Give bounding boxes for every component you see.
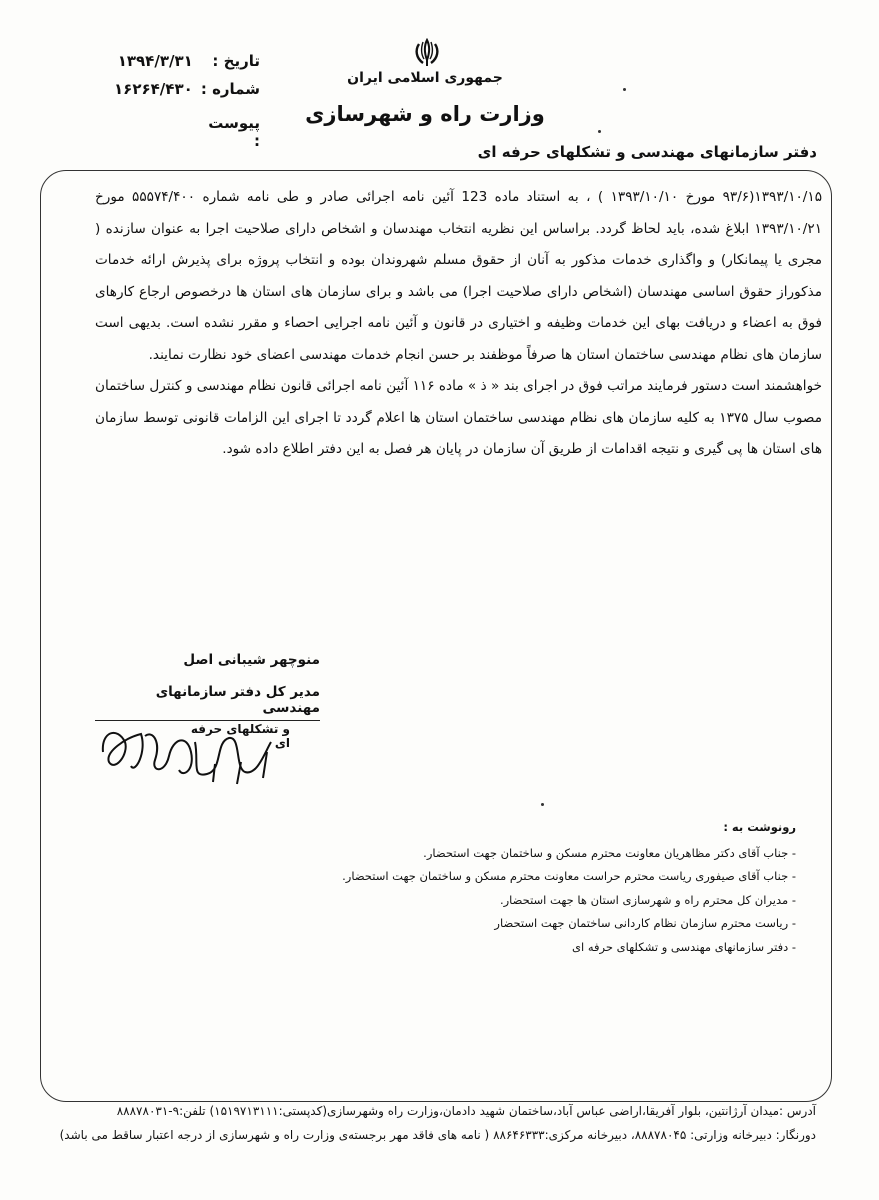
number-label: شماره : [200, 80, 260, 98]
iran-emblem-icon [410, 38, 444, 68]
footer-address: آدرس :میدان آرژانتین، بلوار آفریقا،اراضی عباس آباد،ساختمان شهید دادمان،وزارت راه وشهرسازی(کدپستی:۱۵۱۹۷۱۳۱۱۱) تلفن:۹-۸۸۸۷۸۰۳۱ [116, 1104, 816, 1118]
body-paragraph-1: ۱۳۹۳/۱۰/۱۵(۹۳/۶ مورخ ۱۳۹۳/۱۰/۱۰ ) ، به استناد ماده 123 آئین نامه اجرائی صادر و طی نامه شماره ۵۵۵۷۴/۴۰۰ مورخ ۱۳۹۳/۱۰/۲۱ ابلاغ شده، باید لحاظ گردد. براساس این نظریه انتخاب مهندسان و اشخاص دارای صلاحیت اجرا به عنوان سازنده ( مجری یا پیمانکار) و واگذاری خدمات مذکور به آنان از حقوق مسلم شهروندان بوده و انتخاب پروژه برای پذیرش ارائه خدمات مذکوراز حقوق اساسی مهندسان (اشخاص دارای صلاحیت اجرا) می باشد و برای سازمان های استان ها درخصوص ارجاع کارهای فوق به اعضاء و دریافت بهای این خدمات وظیفه و اختیاری در قانون و آئین نامه اجرایی احصاء و مقرر نشده است. بدیهی است سازمان های نظام مهندسی ساختمان استان ها صرفاً موظفند بر حسن انجام خدمات مهندسی اعضای خود نظارت نمایند. [95, 189, 822, 363]
cc-item: - دفتر سازمانهای مهندسی و تشکلهای حرفه ای [571, 939, 796, 954]
attachment-row [0, 114, 260, 150]
signatory-title: مدیر کل دفتر سازمانهای مهندسی [95, 684, 320, 721]
handwritten-signature [95, 712, 285, 788]
footer-fax: دورنگار: دبیرخانه وزارتی: ۸۸۸۷۸۰۴۵، دبیرخانه مرکزی:۸۸۶۴۶۳۳۳ ( نامه های فاقد مهر برجسته‌ی وزارت راه و شهرسازی از درجه اعتبار ساقط می باشد) [59, 1128, 816, 1142]
speck [623, 88, 626, 91]
republic-title: جمهوری اسلامی ایران [347, 70, 503, 86]
date-row [0, 52, 260, 70]
cc-item: - ریاست محترم سازمان نظام کاردانی ساختمان جهت استحضار [494, 916, 796, 930]
number-value: ۱۶۲۶۴/۴۳۰ [114, 80, 193, 98]
cc-heading: رونوشت به : [723, 820, 796, 834]
date-label: تاریخ : [212, 52, 260, 70]
attachment-label: پیوست : [208, 114, 260, 150]
signatory-subtitle: و تشکلهای حرفه ای [190, 722, 290, 750]
body-paragraph-2: خواهشمند است دستور فرمایند مراتب فوق در اجرای بند « ذ » ماده ۱۱۶ آئین نامه اجرائی قانون نظام مهندسی و کنترل ساختمان مصوب سال ۱۳۷۵ به کلیه سازمان های نظام مهندسی ساختمان استان ها اعلام گردد تا اجرای این الزامات قانونی توسط سازمان های استان ها پی گیری و نتیجه اقدامات از طریق آن سازمان در پایان هر فصل به این دفتر اطلاع داده شود. [95, 378, 823, 457]
date-value: ۱۳۹۴/۳/۳۱ [117, 52, 193, 70]
ministry-title: وزارت راه و شهرسازی [305, 102, 545, 126]
cc-item: - مدیران کل محترم راه و شهرسازی استان ها جهت استحضار. [499, 892, 796, 907]
department-title: دفتر سازمانهای مهندسی و تشکلهای حرفه ای [477, 143, 817, 161]
cc-item: - جناب آقای دکتر مظاهریان معاونت محترم مسکن و ساختمان جهت استحضار. [423, 845, 796, 860]
cc-list [300, 816, 796, 959]
letter-body [95, 182, 822, 466]
cc-item: - جناب آقای صیفوری ریاست محترم حراست معاونت محترم مسکن و ساختمان جهت استحضار. [342, 869, 796, 883]
number-row [0, 80, 260, 98]
signatory-name: منوچهر شیبانی اصل [183, 652, 320, 668]
speck [598, 130, 601, 133]
